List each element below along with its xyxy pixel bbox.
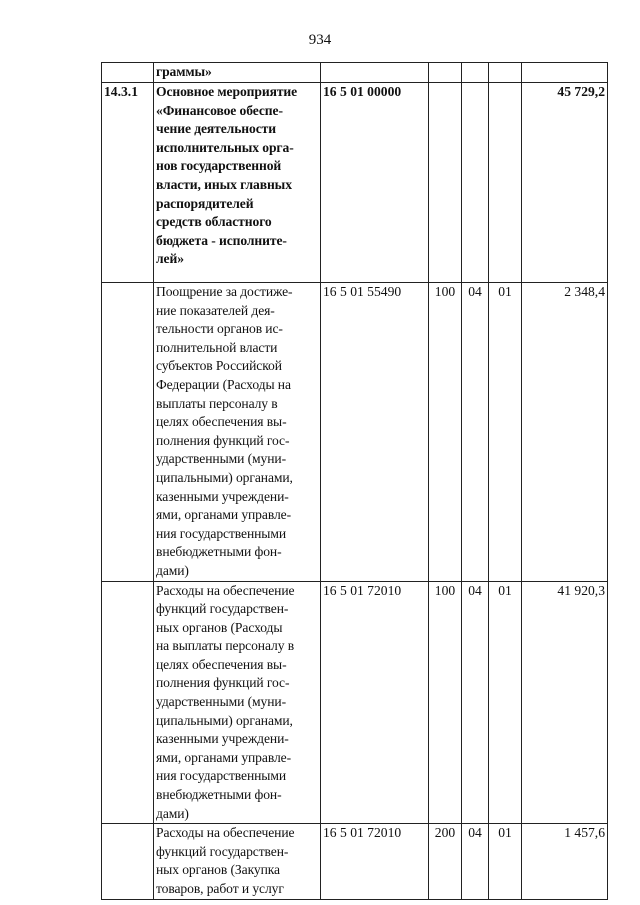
row-name-line: ями, органами управле- <box>156 507 291 523</box>
table-row <box>102 283 608 582</box>
row-name-line: Основное мероприятие <box>156 84 298 99</box>
row-name-line: «Финансовое обеспе- <box>156 102 283 118</box>
row-subsection: 01 <box>489 824 522 899</box>
row-name-line: полнения функций гос- <box>156 432 290 448</box>
row-name-line: целях обеспечения вы- <box>156 656 287 672</box>
row-name-line: целях обеспечения вы- <box>156 414 287 430</box>
row-number <box>102 63 154 83</box>
row-number <box>102 283 154 582</box>
row-name-line: ципальными) органами, <box>156 712 293 728</box>
row-name-line: казенными учреждени- <box>156 731 289 747</box>
row-section: 04 <box>462 581 489 824</box>
row-name-line: Расходы на обеспечение <box>156 582 295 598</box>
row-name-line: ями, органами управле- <box>156 749 291 765</box>
row-name-line: чение деятельности <box>156 121 276 137</box>
page-number: 934 <box>308 32 332 48</box>
row-name-line: дами) <box>156 805 189 821</box>
row-expense-type: 200 <box>429 824 462 899</box>
row-name-line: дами) <box>156 562 189 578</box>
row-name <box>154 63 321 83</box>
row-subsection: 01 <box>489 581 522 824</box>
table-row <box>102 63 608 83</box>
row-subsection <box>489 63 522 83</box>
row-expense-type <box>429 63 462 83</box>
row-amount <box>522 63 608 83</box>
row-name-line: внебюджетными фон- <box>156 787 282 803</box>
row-expense-type: 100 <box>429 283 462 582</box>
row-name-line: товаров, работ и услуг <box>156 881 284 896</box>
row-number <box>102 581 154 824</box>
row-name-line: распорядителей <box>156 195 254 211</box>
row-name-line: ния государственными <box>156 768 287 784</box>
row-name-line: власти, иных главных <box>156 176 292 192</box>
row-name <box>154 824 321 899</box>
row-name-line: Расходы на обеспечение <box>156 825 295 841</box>
row-name-line: средств областного <box>156 214 272 230</box>
row-name-line: ципальными) органами, <box>156 469 293 485</box>
row-name-line: ударственными (муни- <box>156 694 286 710</box>
row-name-line: полнения функций гос- <box>156 675 290 691</box>
row-section <box>462 63 489 83</box>
row-name-line: ние показателей дея- <box>156 302 275 318</box>
row-code: 16 5 01 55490 <box>321 283 429 582</box>
row-name-line: ударственными (муни- <box>156 451 286 467</box>
row-name-line: на выплаты персоналу в <box>156 638 295 654</box>
row-name-line: казенными учреждени- <box>156 488 289 504</box>
row-name-line: бюджета - исполните- <box>156 232 287 248</box>
row-name <box>154 581 321 824</box>
row-subsection: 01 <box>489 283 522 582</box>
row-expense-type <box>429 83 462 283</box>
budget-table <box>101 62 608 900</box>
row-name-line: внебюджетными фон- <box>156 544 282 560</box>
row-expense-type: 100 <box>429 581 462 824</box>
row-name-line: тельности органов ис- <box>156 321 283 337</box>
row-name-line: ных органов (Закупка <box>156 862 280 878</box>
row-amount: 1 457,6 <box>522 824 608 899</box>
row-name-line: Федерации (Расходы на <box>156 376 291 392</box>
row-number: 14.3.1 <box>102 83 154 283</box>
row-name-line: ных органов (Расходы <box>156 619 283 635</box>
row-amount: 2 348,4 <box>522 283 608 582</box>
row-section: 04 <box>462 283 489 582</box>
row-name-line: ния государственными <box>156 525 287 541</box>
row-name-line: функций государствен- <box>156 601 289 617</box>
row-section <box>462 83 489 283</box>
table-row <box>102 824 608 899</box>
row-name <box>154 83 321 283</box>
row-name-line: Поощрение за достиже- <box>156 284 293 299</box>
row-code <box>321 63 429 83</box>
row-section: 04 <box>462 824 489 899</box>
row-name-line: нов государственной <box>156 158 282 174</box>
row-name-line: полнительной власти <box>156 339 278 355</box>
table-row <box>102 581 608 824</box>
row-name-line: субъектов Российской <box>156 358 282 374</box>
table-row <box>102 83 608 283</box>
row-amount: 45 729,2 <box>522 83 608 283</box>
row-name-line: функций государствен- <box>156 843 289 859</box>
row-name-line: исполнительных орга- <box>156 139 294 155</box>
row-code: 16 5 01 72010 <box>321 581 429 824</box>
row-code: 16 5 01 72010 <box>321 824 429 899</box>
row-amount: 41 920,3 <box>522 581 608 824</box>
row-code: 16 5 01 00000 <box>321 83 429 283</box>
row-name <box>154 283 321 582</box>
budget-table-body <box>102 63 608 900</box>
row-name-line: выплаты персоналу в <box>156 395 278 411</box>
row-name-line: лей» <box>156 251 184 267</box>
row-subsection <box>489 83 522 283</box>
row-number <box>102 824 154 899</box>
row-name-line: граммы» <box>156 64 212 79</box>
